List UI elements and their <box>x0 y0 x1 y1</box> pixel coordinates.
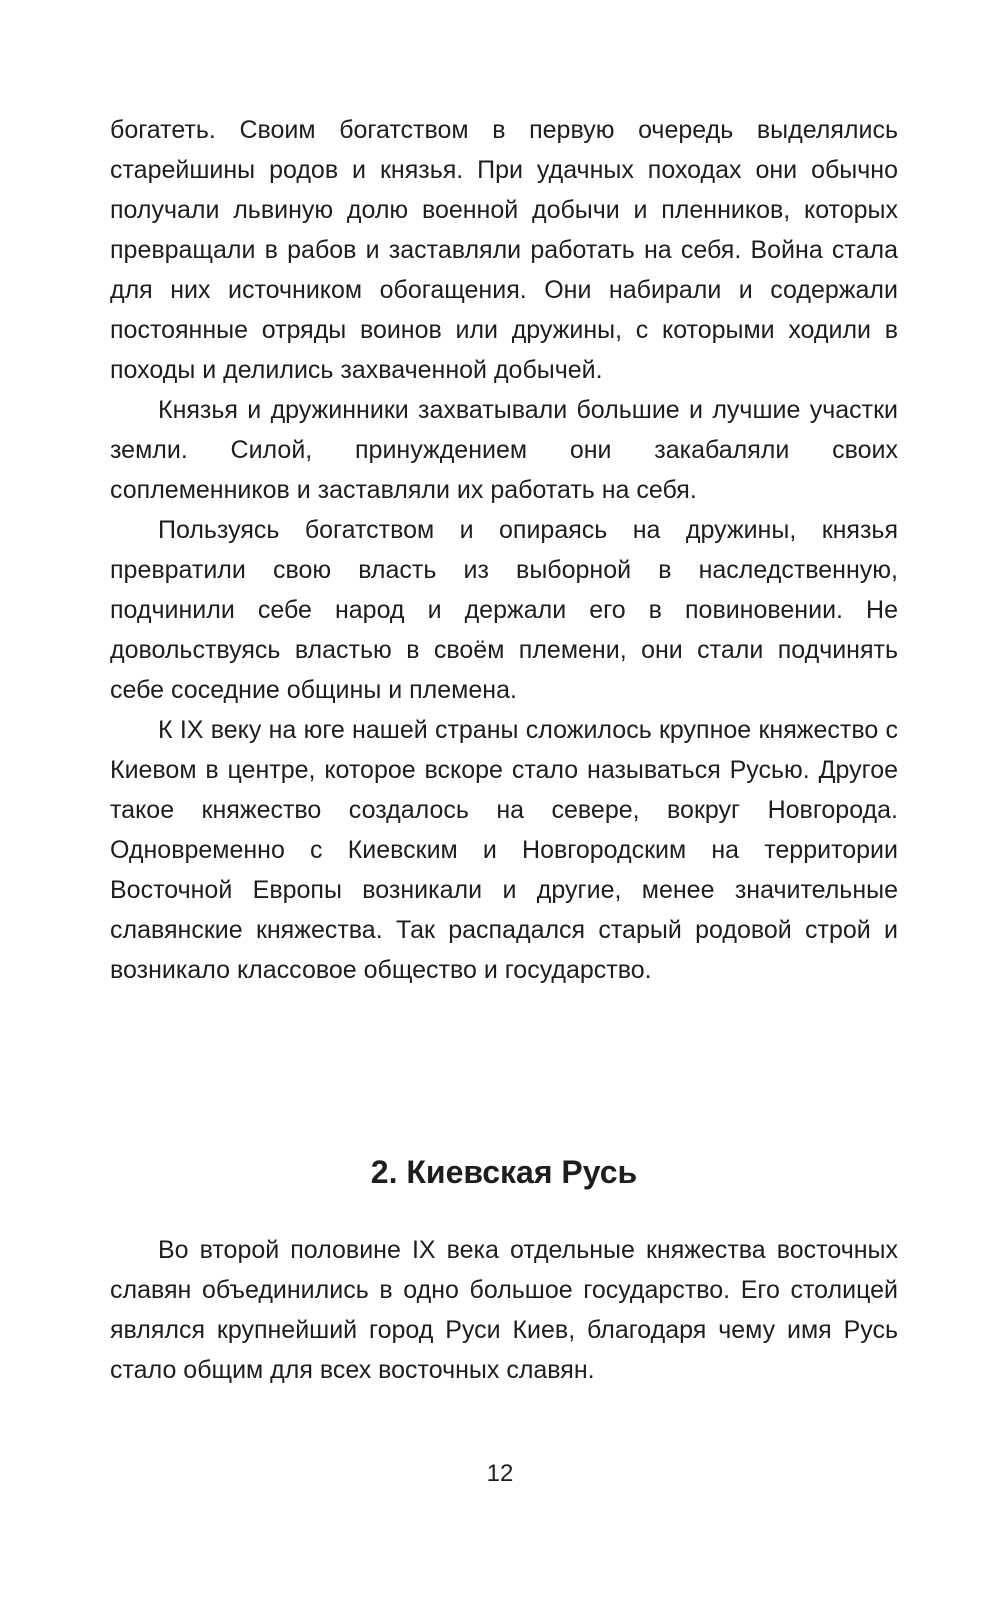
paragraph: Во второй половине IX века отдельные княжества восточных славян объединились в одно большое государство. Его столицей являлся крупнейший город Руси Киев, благодаря чему имя Русь стало общим для всех восточных славян. <box>110 1236 898 1384</box>
paragraph: Князья и дружинники захватывали большие и лучшие участки земли. Силой, принуждением они закабаляли своих соплеменников и заставляли их работать на себя. <box>110 396 898 504</box>
body-text-top <box>110 110 898 990</box>
section-heading: 2. Киевская Русь <box>370 1154 638 1190</box>
page-number: 12 <box>486 1460 514 1487</box>
paragraph: Пользуясь богатством и опираясь на дружины, князья превратили свою власть из выборной в наследственную, подчинили себе народ и держали его в повиновении. Не довольствуясь властью в своём племени, они стали подчинять себе соседние общины и племена. <box>110 516 898 704</box>
body-text-bottom <box>110 1230 898 1390</box>
paragraph: богатеть. Своим богатством в первую очередь выделялись старейшины родов и князья. При удачных походах они обычно получали львиную долю военной добычи и пленников, которых превращали в рабов и заставляли работать на себя. Война стала для них источником обогащения. Они набирали и содержали постоянные отряды воинов или дружины, с которыми ходили в походы и делились захваченной добычей. <box>110 116 898 384</box>
paragraph: К IX веку на юге нашей страны сложилось крупное княжество с Киевом в центре, которое вскоре стало называться Русью. Другое такое княжество создалось на севере, вокруг Новгорода. Одновременно с Киевским и Новгородским на территории Восточной Европы возникали и другие, менее значительные славянские княжества. Так распадался старый родовой строй и возникало классовое общество и государство. <box>110 716 898 984</box>
